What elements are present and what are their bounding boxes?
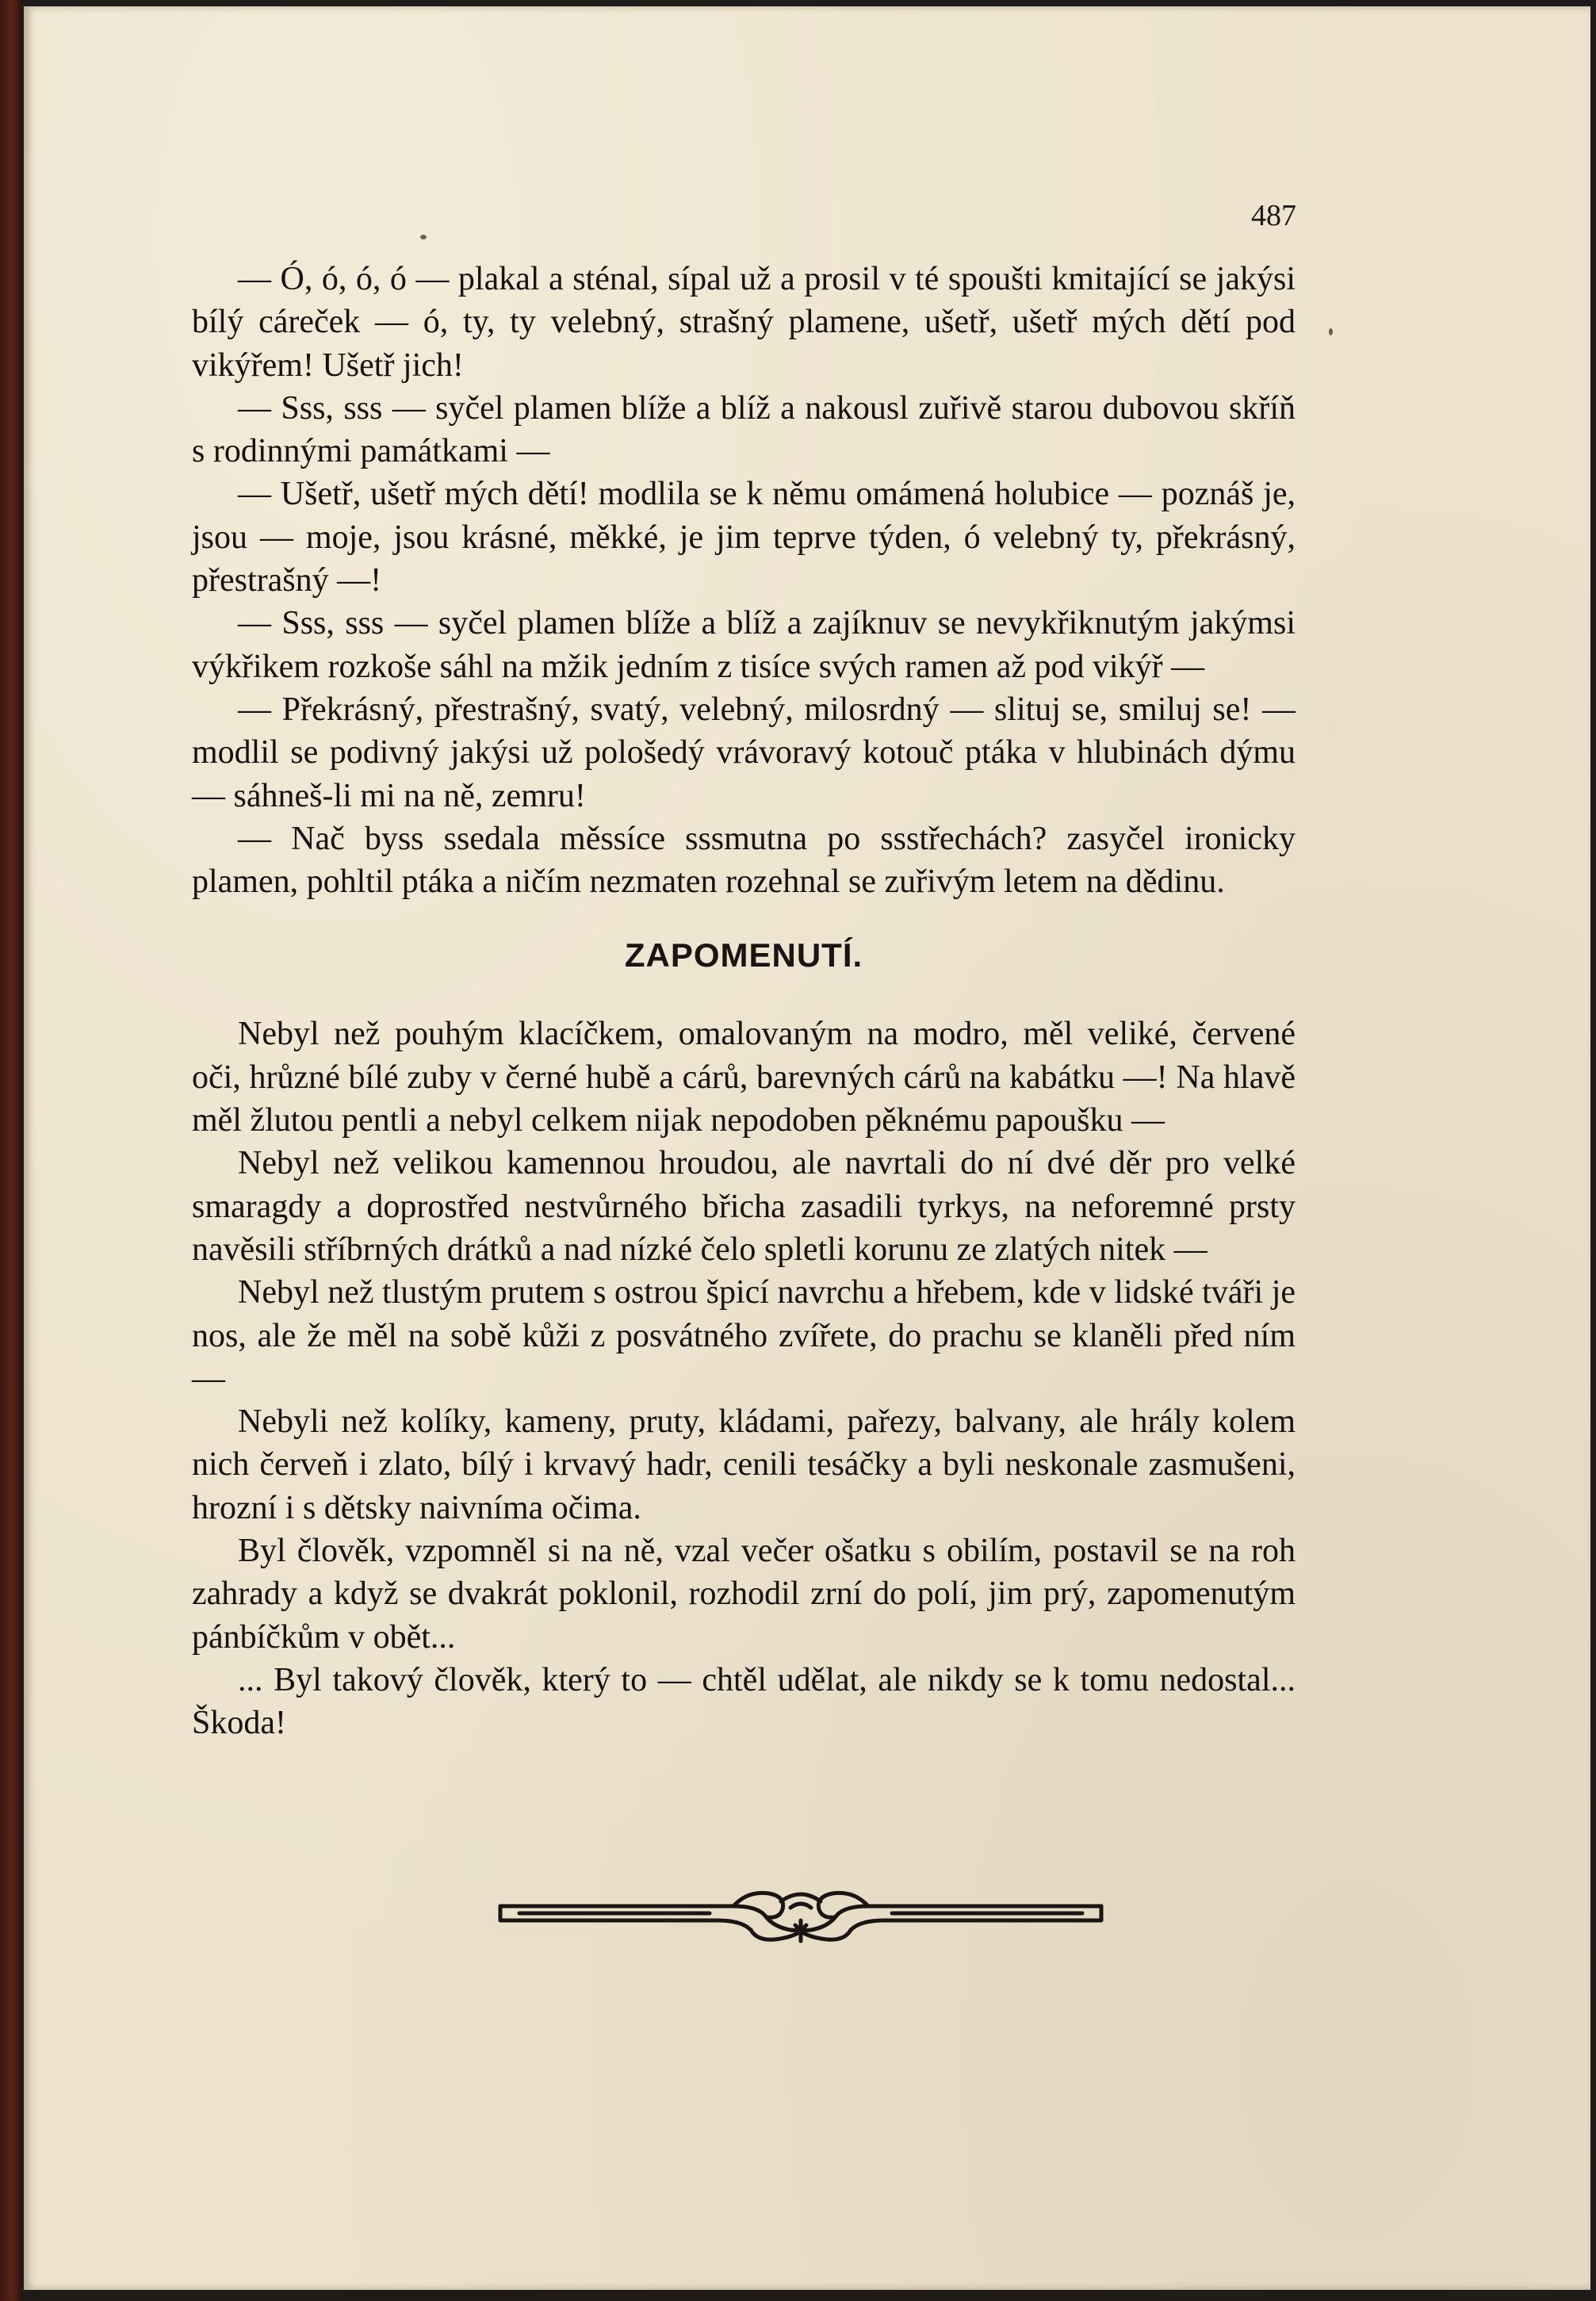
section-title: ZAPOMENUTÍ. [624, 936, 863, 974]
paragraph: — Ušetř, ušetř mých dětí! modlila se k němu omámená holubice — poznáš je, jsou — moje, jsou krásné, měkké, je jim teprve týden, ó velebný ty, překrásný, přestrašný —! [192, 476, 1296, 599]
paragraph: ... Byl takový člověk, který to — chtěl udělat, ale nikdy se k tomu nedostal... Škoda! [192, 1661, 1296, 1742]
paragraph: — Sss, sss — syčel plamen blíže a blíž a nakousl zuřivě starou dubovou skříň s rodinnými památkami — [192, 389, 1296, 470]
paragraph: — Ó, ó, ó, ó — plakal a sténal, sípal už a prosil v té spoušti kmitající se jakýsi bílý cáreček — ó, ty, ty velebný, strašný plamene, ušetř, ušetř mých dětí pod vikýřem! Ušetř jich! [192, 261, 1296, 384]
paragraph: Nebyl než pouhým klacíčkem, omalovaným na modro, měl veliké, červené oči, hrůzné bílé zuby v černé hubě a cárů, barevných cárů na kabátku —! Na hlavě měl žlutou pentli a nebyl celkem nijak nepodoben pěknému papoušku — [192, 1016, 1296, 1139]
paper-speck [420, 235, 427, 239]
book-spine-edge [0, 0, 22, 2301]
decorative-scroll-ornament-icon [496, 1886, 1106, 1946]
paragraph: Byl člověk, vzpomněl si na ně, vzal večer ošatku s obilím, postavil se na roh zahrady a když se dvakrát poklonil, rozhodil zrní do polí, jim prý, zapomenutým pánbíčkům v obět... [192, 1533, 1296, 1656]
paragraph: — Překrásný, přestrašný, svatý, velebný, milosrdný — slituj se, smiluj se! — modlil se podivný jakýsi už pološedý vrávoravý kotouč ptáka v hlubinách dýmu — sáhneš-li mi na ně, zemru! [192, 691, 1296, 814]
paragraph: Nebyli než kolíky, kameny, pruty, kládami, pařezy, balvany, ale hrály kolem nich červeň i zlato, bílý i krvavý hadr, cenili tesáčky a byli neskonale zasmušeni, hrozní i s dětsky naivníma očima. [192, 1403, 1296, 1526]
chapter-text [192, 258, 1296, 1745]
paragraph: — Sss, sss — syčel plamen blíže a blíž a zajíknuv se nevykřiknutým jakýmsi výkřikem rozkoše sáhl na mžik jedním z tisíce svých ramen až pod vikýř — [192, 605, 1296, 685]
paragraph: Nebyl než tlustým prutem s ostrou špicí navrchu a hřebem, kde v lidské tváři je nos, ale že měl na sobě kůži z posvátného zvířete, do prachu se klaněli před ním — [192, 1274, 1296, 1397]
page-number: 487 [1251, 199, 1296, 232]
paragraph: Nebyl než velikou kamennou hroudou, ale navrtali do ní dvé děr pro velké smaragdy a doprostřed nestvůrného břicha zasadili tyrkys, na neforemné prsty navěsili stříbrných drátků a nad nízké čelo spletli korunu ze zlatých nitek — [192, 1145, 1296, 1268]
paragraph: — Nač byss ssedala měssíce sssmutna po ssstřechách? zasyčel ironicky plamen, pohltil ptáka a ničím nezmaten rozehnal se zuřivým letem na dědinu. [192, 820, 1296, 901]
paper-speck [1329, 328, 1333, 335]
